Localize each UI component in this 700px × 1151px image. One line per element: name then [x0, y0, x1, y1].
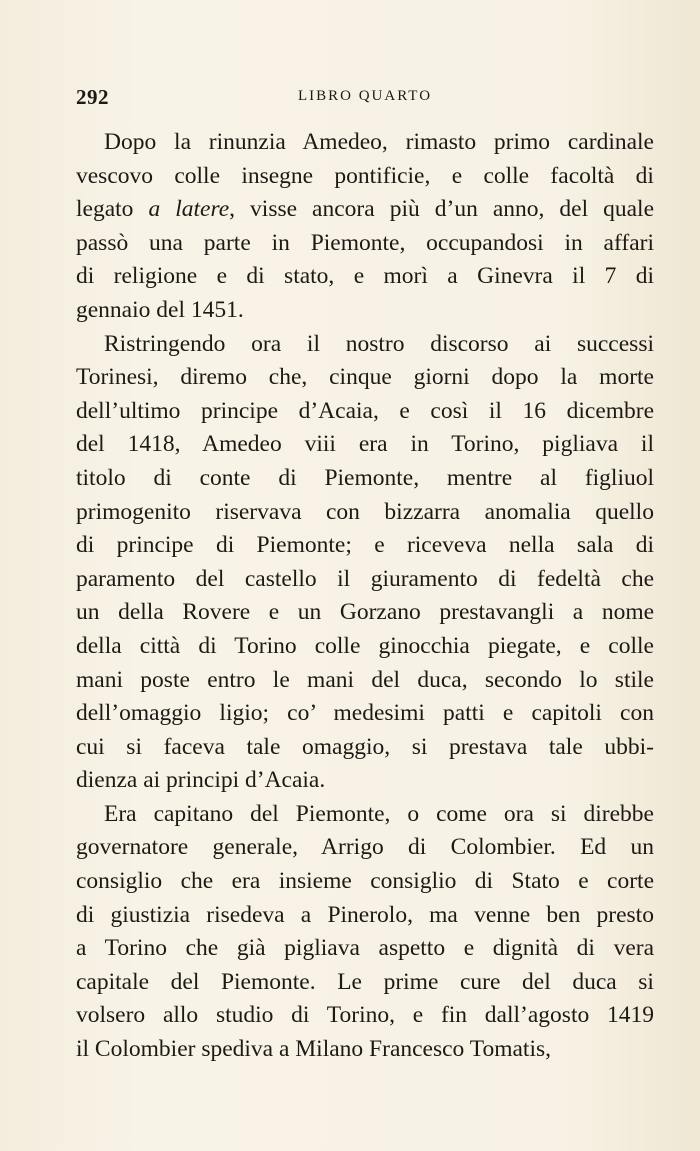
- text-line: [76, 831, 654, 865]
- text-line: [76, 664, 654, 698]
- text-run: volsero allo studio di Torino, e fin dall’agosto 1419: [76, 1002, 654, 1029]
- text-line: [76, 496, 654, 530]
- text-run: di principe di Piemonte; e riceveva nella sala di: [76, 532, 655, 559]
- text-run: un della Rovere e un Gorzano prestavangli a nome: [76, 599, 655, 626]
- text-line: [76, 697, 654, 731]
- text-line: [76, 899, 654, 933]
- text-line: [76, 798, 654, 832]
- text-line: [76, 462, 654, 496]
- text-run: il Colombier spediva a Milano Francesco Tomatis,: [76, 1036, 552, 1063]
- text-run: gennaio del 1451.: [76, 296, 244, 323]
- text-run: passò una parte in Piemonte, occupandosi in affari: [76, 229, 655, 256]
- text-line: [76, 966, 654, 1000]
- text-run: Dopo la rinunzia Amedeo, rimasto primo cardinale: [104, 129, 654, 155]
- page-number: 292: [76, 85, 109, 109]
- text-line: [76, 395, 654, 429]
- text-run: Torinesi, diremo che, cinque giorni dopo la morte: [76, 364, 654, 391]
- text-run: dienza ai principi d’Acaia.: [76, 767, 326, 794]
- text-line: [76, 563, 654, 597]
- text-line: [76, 999, 654, 1033]
- text-run: di giustizia risedeva a Pinerolo, ma venne ben presto: [76, 901, 654, 928]
- text-line: [76, 361, 654, 395]
- text-line: [76, 328, 654, 362]
- text-line: [76, 731, 654, 765]
- text-run: della città di Torino colle ginocchia piegate, e colle: [76, 632, 654, 659]
- paragraph: [76, 798, 654, 1067]
- text-run: a Torino che già pigliava aspetto e dignità di vera: [76, 935, 655, 962]
- text-run: di religione e di stato, e morì a Ginevra il 7 di: [76, 263, 655, 290]
- text-run: legato: [76, 196, 149, 223]
- text-line: [76, 260, 654, 294]
- text-line: [76, 428, 654, 462]
- text-line: [76, 764, 654, 798]
- text-line: [76, 160, 654, 194]
- text-run: , visse ancora più d’un anno, del quale: [229, 196, 655, 223]
- italic-phrase: a latere: [148, 196, 230, 223]
- text-line: [76, 126, 654, 160]
- text-run: dell’omaggio ligio; co’ medesimi patti e capitoli con: [76, 700, 654, 727]
- body-text: [76, 126, 654, 1067]
- page-header: [76, 85, 654, 113]
- text-run: primogenito riservava con bizzarra anomalia quello: [76, 498, 654, 525]
- paragraph: [76, 126, 654, 328]
- text-run: titolo di conte di Piemonte, mentre al figliuol: [76, 464, 655, 491]
- text-line: [76, 529, 654, 563]
- text-run: consiglio che era insieme consiglio di Stato e corte: [76, 868, 655, 895]
- text-line: [76, 596, 654, 630]
- text-run: dell’ultimo principe d’Acaia, e così il 16 dicembre: [76, 397, 655, 424]
- text-run: cui si faceva tale omaggio, si prestava tale ubbi-: [76, 733, 654, 760]
- text-run: del 1418, Amedeo viii era in Torino, pigliava il: [76, 431, 654, 458]
- text-line: [76, 1033, 654, 1067]
- text-run: Ristringendo ora il nostro discorso ai successi: [104, 330, 654, 357]
- text-line: [76, 227, 654, 261]
- text-run: paramento del castello il giuramento di fedeltà che: [76, 565, 655, 592]
- text-line: [76, 865, 654, 899]
- text-run: capitale del Piemonte. Le prime cure del duca si: [76, 968, 654, 995]
- running-head: LIBRO QUARTO: [297, 88, 433, 104]
- text-line: [76, 193, 654, 227]
- text-line: [76, 932, 654, 966]
- text-line: [76, 630, 654, 664]
- paragraph: [76, 328, 654, 798]
- text-run: governatore generale, Arrigo di Colombier. Ed un: [76, 834, 655, 861]
- text-run: vescovo colle insegne pontificie, e colle facoltà di: [76, 162, 654, 189]
- text-run: mani poste entro le mani del duca, secondo lo stile: [76, 666, 654, 693]
- text-run: Era capitano del Piemonte, o come ora si direbbe: [104, 800, 654, 827]
- text-line: [76, 294, 654, 328]
